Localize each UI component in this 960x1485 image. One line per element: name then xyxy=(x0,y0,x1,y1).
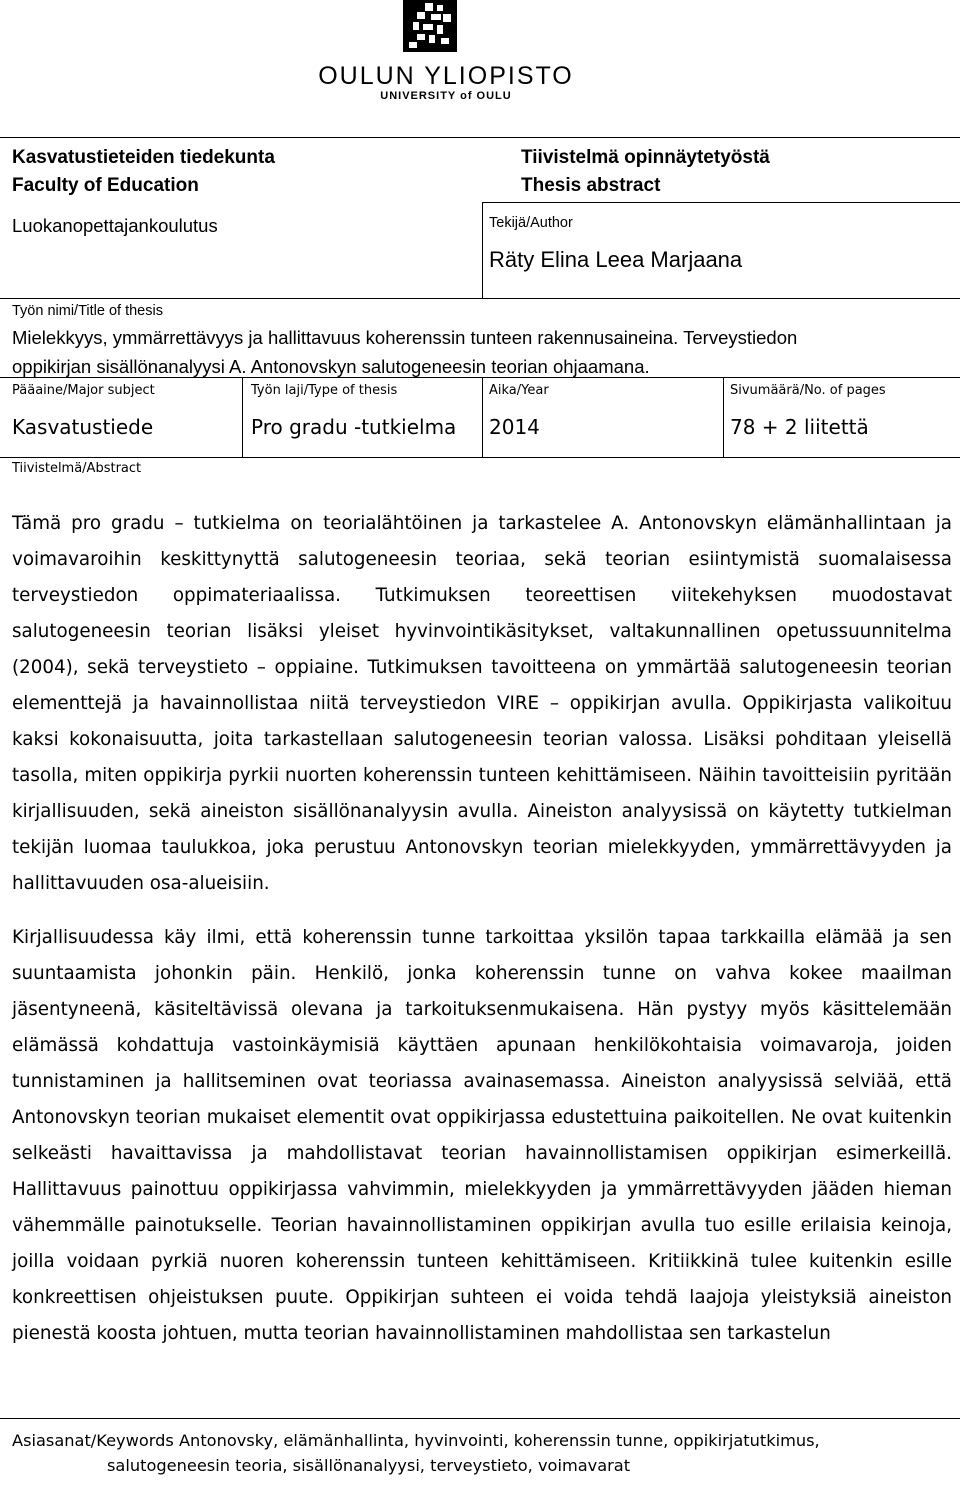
author-label: Tekijä/Author xyxy=(489,215,573,231)
year-value: 2014 xyxy=(489,415,540,439)
type-value: Pro gradu -tutkielma xyxy=(251,415,457,439)
keywords-line: salutogeneesin teoria, sisällönanalyysi, terveystieto, voimavarat xyxy=(107,1456,631,1475)
faculty-en: Faculty of Education xyxy=(12,175,199,196)
keywords-line: Antonovsky, elämänhallinta, hyvinvointi, koherenssin tunne, oppikirjatutkimus, xyxy=(178,1431,820,1450)
major-value: Kasvatustiede xyxy=(12,415,154,439)
divider xyxy=(482,202,960,203)
logo-name-fi: OULUN YLIOPISTO xyxy=(318,62,574,90)
divider xyxy=(0,298,960,299)
divider xyxy=(0,1418,960,1419)
keywords-label: Asiasanat/Keywords xyxy=(12,1431,174,1450)
divider xyxy=(0,457,960,458)
department: Luokanopettajankoulutus xyxy=(12,215,218,236)
thesis-title-line: Mielekkyys, ymmärrettävyys ja hallittavuus koherenssin tunteen rakennusaineina. Terveystiedon xyxy=(12,327,798,348)
divider xyxy=(482,202,483,298)
divider xyxy=(242,377,243,457)
university-emblem-icon xyxy=(403,0,457,52)
author-name: Räty Elina Leea Marjaana xyxy=(489,247,743,272)
doc-type-fi: Tiivistelmä opinnäytetyöstä xyxy=(521,147,770,168)
pages-label: Sivumäärä/No. of pages xyxy=(730,383,886,398)
major-label: Pääaine/Major subject xyxy=(12,383,155,398)
thesis-title xyxy=(12,323,948,381)
faculty-fi: Kasvatustieteiden tiedekunta xyxy=(12,147,275,168)
divider xyxy=(0,137,960,138)
abstract-paragraph: Kirjallisuudessa käy ilmi, että koherenssin tunne tarkoittaa yksilön tapaa tarkkailla elämää ja sen suuntaamista johonkin päin. Henkilö, jonka koherenssin tunne on vahva kokee maailman jäsentyneenä, käsiteltävissä olevana ja tarkoituksenmukaisena. Hän pystyy myös käsittelemään elämässä kohdattuja vastoinkäymisiä käyttäen apunaan henkilökohtaisia voimavaroja, joiden tunnistaminen ja hallitseminen ovat teoriassa avainasemassa. Aineiston analyysissä selviää, että Antonovskyn teorian mukaiset elementit ovat oppikirjassa edustettuina paikoitellen. Ne ovat kuitenkin selkeästi havaittavissa ja mahdollistavat teorian havainnollistamisen oppikirjan esimerkeillä. Hallittavuus painottuu oppikirjassa vahvimmin, mielekkyyden ja ymmärrettävyyden jääden hieman vähemmälle painotukselle. Teorian havainnollistaminen oppikirjan avulla tuo esille erilaisia keinoja, joilla voidaan pyrkiä nuoren koherenssin tunteen kehittämiseen. Kritiikkinä tulee kuitenkin esille konkreettisen ohjeistuksen puute. Oppikirjan suhteen ei voida tehdä laajoja yleistyksiä aineiston pienestä koosta johtuen, mutta teorian havainnollistaminen mahdollistaa sen tarkastelun xyxy=(12,927,952,1344)
keywords xyxy=(12,1428,956,1478)
divider xyxy=(482,377,483,457)
abstract-label: Tiivistelmä/Abstract xyxy=(12,461,142,476)
logo-name-en: UNIVERSITY of OULU xyxy=(380,90,512,102)
thesis-abstract-form xyxy=(0,137,960,1485)
title-label: Työn nimi/Title of thesis xyxy=(12,303,163,319)
university-logo xyxy=(0,0,960,110)
divider xyxy=(723,377,724,457)
abstract-body xyxy=(12,506,952,1352)
pages-value: 78 + 2 liitettä xyxy=(730,415,869,439)
thesis-title-line: oppikirjan sisällönanalyysi A. Antonovskyn salutogeneesin teorian ohjaamana. xyxy=(12,356,650,377)
year-label: Aika/Year xyxy=(489,383,549,398)
type-label: Työn laji/Type of thesis xyxy=(251,383,398,398)
abstract-paragraph: Tämä pro gradu – tutkielma on teorialähtöinen ja tarkastelee A. Antonovskyn elämänhallintaan ja voimavaroihin keskittynyttä salutogeneesin teoriaa, sekä teorian esiintymistä suomalaisessa terveystiedon oppimateriaalissa. Tutkimuksen teoreettisen viitekehyksen muodostavat salutogeneesin teorian lisäksi yleiset hyvinvointikäsitykset, valtakunnallinen opetussuunnitelma (2004), sekä terveystieto – oppiaine. Tutkimuksen tavoitteena on ymmärtää salutogeneesin teorian elementtejä ja havainnollistaa niitä terveystiedon VIRE – oppikirjan avulla. Oppikirjasta valikoituu kaksi kokonaisuutta, joita tarkastellaan salutogeneesin teorian valossa. Lisäksi pohditaan yleisellä tasolla, miten oppikirja pyrkii nuorten koherenssin tunteen kehittämiseen. Näihin tavoitteisiin pyritään kirjallisuuden, sekä aineiston sisällönanalyysin avulla. Aineiston analyysissä on käytetty tutkielman tekijän luomaa taulukkoa, joka perustuu Antonovskyn teorian mielekkyyden, ymmärrettävyyden ja hallittavuuden osa-alueisiin. xyxy=(12,513,952,894)
doc-type-en: Thesis abstract xyxy=(521,175,661,196)
